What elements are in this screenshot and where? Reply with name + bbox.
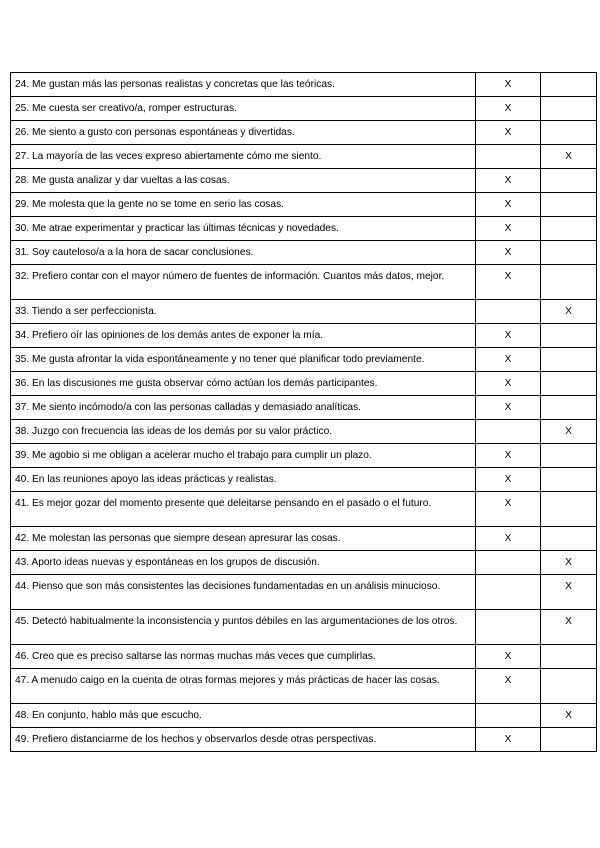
disagree-mark xyxy=(541,645,597,669)
statement-text: 45. Detectó habitualmente la inconsistencia y puntos débiles en las argumentaciones de los otros. xyxy=(11,610,476,645)
statement-text: 40. En las reuniones apoyo las ideas prácticas y realistas. xyxy=(11,468,476,492)
statement-text: 43. Aporto ideas nuevas y espontáneas en los grupos de discusión. xyxy=(11,551,476,575)
statement-text: 25. Me cuesta ser creativo/a, romper estructuras. xyxy=(11,97,476,121)
agree-mark xyxy=(476,145,541,169)
table-row xyxy=(11,420,597,444)
disagree-mark: X xyxy=(541,610,597,645)
table-row xyxy=(11,610,597,645)
agree-mark xyxy=(476,575,541,610)
agree-mark: X xyxy=(476,121,541,145)
table-row xyxy=(11,97,597,121)
agree-mark: X xyxy=(476,324,541,348)
disagree-mark xyxy=(541,169,597,193)
table-row xyxy=(11,193,597,217)
table-row xyxy=(11,728,597,752)
disagree-mark: X xyxy=(541,145,597,169)
statement-text: 33. Tiendo a ser perfeccionista. xyxy=(11,300,476,324)
agree-mark: X xyxy=(476,169,541,193)
statement-text: 44. Pienso que son más consistentes las decisiones fundamentadas en un análisis minucioso. xyxy=(11,575,476,610)
table-row xyxy=(11,527,597,551)
agree-mark: X xyxy=(476,669,541,704)
table-row xyxy=(11,169,597,193)
table-row xyxy=(11,324,597,348)
disagree-mark xyxy=(541,372,597,396)
statement-text: 35. Me gusta afrontar la vida espontáneamente y no tener que planificar todo previamente. xyxy=(11,348,476,372)
table-row xyxy=(11,468,597,492)
statement-text: 26. Me siento a gusto con personas espontáneas y divertidas. xyxy=(11,121,476,145)
disagree-mark: X xyxy=(541,300,597,324)
table-row xyxy=(11,551,597,575)
agree-mark xyxy=(476,420,541,444)
statement-text: 36. En las discusiones me gusta observar cómo actúan los demás participantes. xyxy=(11,372,476,396)
disagree-mark: X xyxy=(541,575,597,610)
table-row xyxy=(11,492,597,527)
disagree-mark xyxy=(541,728,597,752)
statement-text: 41. Es mejor gozar del momento presente que deleitarse pensando en el pasado o el futuro. xyxy=(11,492,476,527)
disagree-mark xyxy=(541,73,597,97)
table-row xyxy=(11,444,597,468)
statement-text: 24. Me gustan más las personas realistas y concretas que las teóricas. xyxy=(11,73,476,97)
statement-text: 48. En conjunto, hablo más que escucho. xyxy=(11,704,476,728)
disagree-mark xyxy=(541,492,597,527)
statement-text: 28. Me gusta analizar y dar vueltas a las cosas. xyxy=(11,169,476,193)
table-row xyxy=(11,241,597,265)
statement-text: 47. A menudo caigo en la cuenta de otras formas mejores y más prácticas de hacer las cosas. xyxy=(11,669,476,704)
disagree-mark xyxy=(541,396,597,420)
table-row xyxy=(11,73,597,97)
agree-mark: X xyxy=(476,527,541,551)
agree-mark: X xyxy=(476,492,541,527)
questionnaire-rows xyxy=(11,73,597,752)
table-row xyxy=(11,300,597,324)
disagree-mark: X xyxy=(541,551,597,575)
statement-text: 32. Prefiero contar con el mayor número de fuentes de información. Cuantos más datos, mejor. xyxy=(11,265,476,300)
questionnaire-table xyxy=(10,72,597,752)
agree-mark: X xyxy=(476,73,541,97)
disagree-mark: X xyxy=(541,420,597,444)
disagree-mark: X xyxy=(541,704,597,728)
statement-text: 38. Juzgo con frecuencia las ideas de los demás por su valor práctico. xyxy=(11,420,476,444)
table-row xyxy=(11,348,597,372)
table-row xyxy=(11,265,597,300)
agree-mark: X xyxy=(476,265,541,300)
agree-mark: X xyxy=(476,97,541,121)
disagree-mark xyxy=(541,468,597,492)
disagree-mark xyxy=(541,324,597,348)
disagree-mark xyxy=(541,121,597,145)
agree-mark xyxy=(476,610,541,645)
agree-mark xyxy=(476,551,541,575)
agree-mark: X xyxy=(476,193,541,217)
agree-mark xyxy=(476,300,541,324)
disagree-mark xyxy=(541,444,597,468)
table-row xyxy=(11,372,597,396)
table-row xyxy=(11,669,597,704)
table-row xyxy=(11,575,597,610)
statement-text: 27. La mayoría de las veces expreso abiertamente cómo me siento. xyxy=(11,145,476,169)
statement-text: 49. Prefiero distanciarme de los hechos y observarlos desde otras perspectivas. xyxy=(11,728,476,752)
table-row xyxy=(11,645,597,669)
statement-text: 31. Soy cauteloso/a a la hora de sacar conclusiones. xyxy=(11,241,476,265)
statement-text: 29. Me molesta que la gente no se tome en serio las cosas. xyxy=(11,193,476,217)
table-row xyxy=(11,704,597,728)
disagree-mark xyxy=(541,193,597,217)
agree-mark: X xyxy=(476,241,541,265)
disagree-mark xyxy=(541,669,597,704)
agree-mark: X xyxy=(476,645,541,669)
disagree-mark xyxy=(541,348,597,372)
statement-text: 46. Creo que es preciso saltarse las normas muchas más veces que cumplirlas. xyxy=(11,645,476,669)
agree-mark: X xyxy=(476,396,541,420)
agree-mark: X xyxy=(476,348,541,372)
table-row xyxy=(11,121,597,145)
statement-text: 39. Me agobio si me obligan a acelerar mucho el trabajo para cumplir un plazo. xyxy=(11,444,476,468)
disagree-mark xyxy=(541,265,597,300)
disagree-mark xyxy=(541,241,597,265)
agree-mark: X xyxy=(476,444,541,468)
disagree-mark xyxy=(541,527,597,551)
agree-mark: X xyxy=(476,728,541,752)
disagree-mark xyxy=(541,97,597,121)
table-row xyxy=(11,145,597,169)
table-row xyxy=(11,217,597,241)
agree-mark xyxy=(476,704,541,728)
agree-mark: X xyxy=(476,468,541,492)
agree-mark: X xyxy=(476,217,541,241)
statement-text: 34. Prefiero oír las opiniones de los demás antes de exponer la mía. xyxy=(11,324,476,348)
statement-text: 42. Me molestan las personas que siempre desean apresurar las cosas. xyxy=(11,527,476,551)
table-row xyxy=(11,396,597,420)
statement-text: 37. Me siento incómodo/a con las personas calladas y demasiado analíticas. xyxy=(11,396,476,420)
agree-mark: X xyxy=(476,372,541,396)
disagree-mark xyxy=(541,217,597,241)
statement-text: 30. Me atrae experimentar y practicar las últimas técnicas y novedades. xyxy=(11,217,476,241)
